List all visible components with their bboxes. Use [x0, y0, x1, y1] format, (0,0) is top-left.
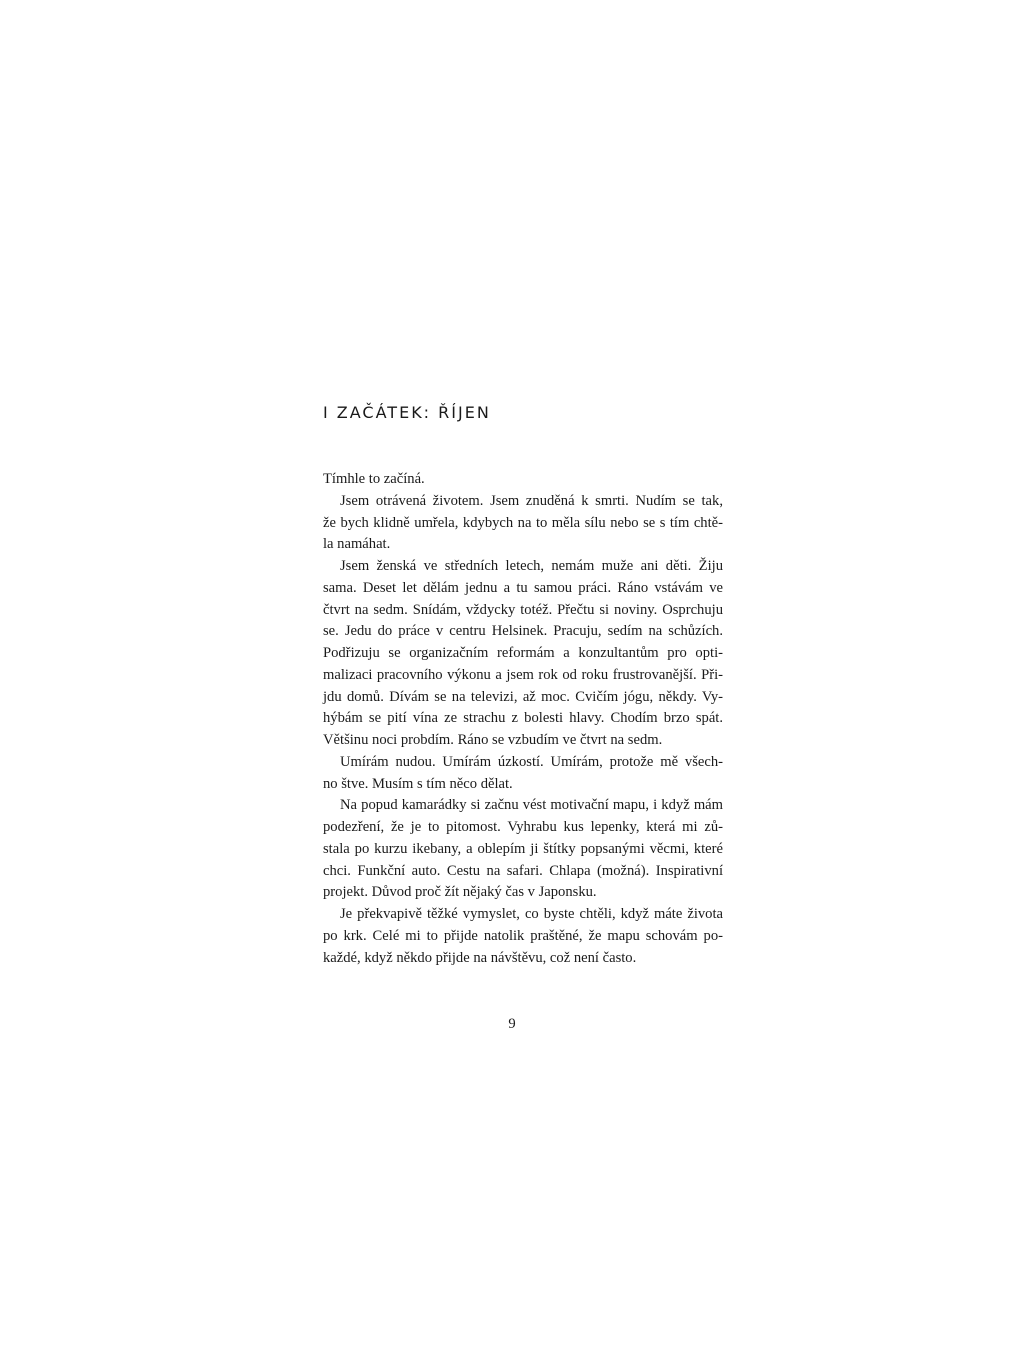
paragraph: [323, 556, 723, 752]
text-line: stala po kurzu ikebany, a oblepím ji štítky popsanými věcmi, které: [323, 840, 723, 857]
text-line: čtvrt na sedm. Snídám, vždycky totéž. Přečtu si noviny. Osprchuju: [323, 601, 723, 618]
text-line: chci. Funkční auto. Cestu na safari. Chlapa (možná). Inspirativní: [323, 862, 723, 879]
text-line: každé, když někdo přijde na návštěvu, což není často.: [323, 949, 637, 966]
text-line: hýbám se pití vína ze strachu z bolesti hlavy. Chodím brzo spát.: [323, 710, 723, 727]
text-line: po krk. Celé mi to přijde natolik praštěné, že mapu schovám po-: [323, 927, 723, 944]
text-line: Jsem otrávená životem. Jsem znuděná k smrti. Nudím se tak,: [340, 492, 723, 509]
page-number: 9: [508, 1016, 516, 1032]
chapter-heading: I ZAČÁTEK: ŘÍJEN: [323, 403, 491, 422]
paragraph: [323, 491, 723, 556]
text-line: Jsem ženská ve středních letech, nemám muže ani děti. Žiju: [340, 558, 723, 574]
text-line: Umírám nudou. Umírám úzkostí. Umírám, protože mě všech-: [340, 753, 723, 770]
text-line: projekt. Důvod proč žít nějaký čas v Japonsku.: [323, 884, 597, 901]
text-line: Je překvapivě těžké vymyslet, co byste chtěli, když máte života: [340, 906, 723, 922]
text-line: Na popud kamarádky si začnu vést motivační mapu, i když mám: [340, 797, 723, 814]
text-line: podezření, že je to pitomost. Vyhrabu kus lepenky, která mi zů-: [323, 819, 723, 835]
text-line: Tímhle to začíná.: [323, 471, 425, 487]
paragraph: [323, 752, 723, 796]
paragraph: [323, 904, 723, 969]
text-line: la namáhat.: [323, 536, 391, 553]
text-line: sama. Deset let dělám jednu a tu samou práci. Ráno vstávám ve: [323, 579, 723, 596]
text-line: malizaci pracovního výkonu a jsem rok od roku frustrovanější. Při-: [323, 666, 723, 683]
text-line: se. Jedu do práce v centru Helsinek. Pracuju, sedím na schůzích.: [323, 623, 723, 640]
paragraph: [323, 795, 723, 904]
text-line: že bych klidně umřela, kdybych na to měla sílu nebo se s tím chtě-: [323, 514, 723, 531]
text-line: Podřizuju se organizačním reformám a konzultantům pro opti-: [323, 645, 723, 661]
text-line: Většinu noci probdím. Ráno se vzbudím ve čtvrt na sedm.: [323, 732, 663, 748]
paragraph: [323, 469, 723, 491]
text-line: no štve. Musím s tím něco dělat.: [323, 775, 513, 792]
body-text: [323, 469, 723, 969]
text-line: jdu domů. Dívám se na televizi, až moc. Cvičím jógu, někdy. Vy-: [323, 688, 723, 705]
